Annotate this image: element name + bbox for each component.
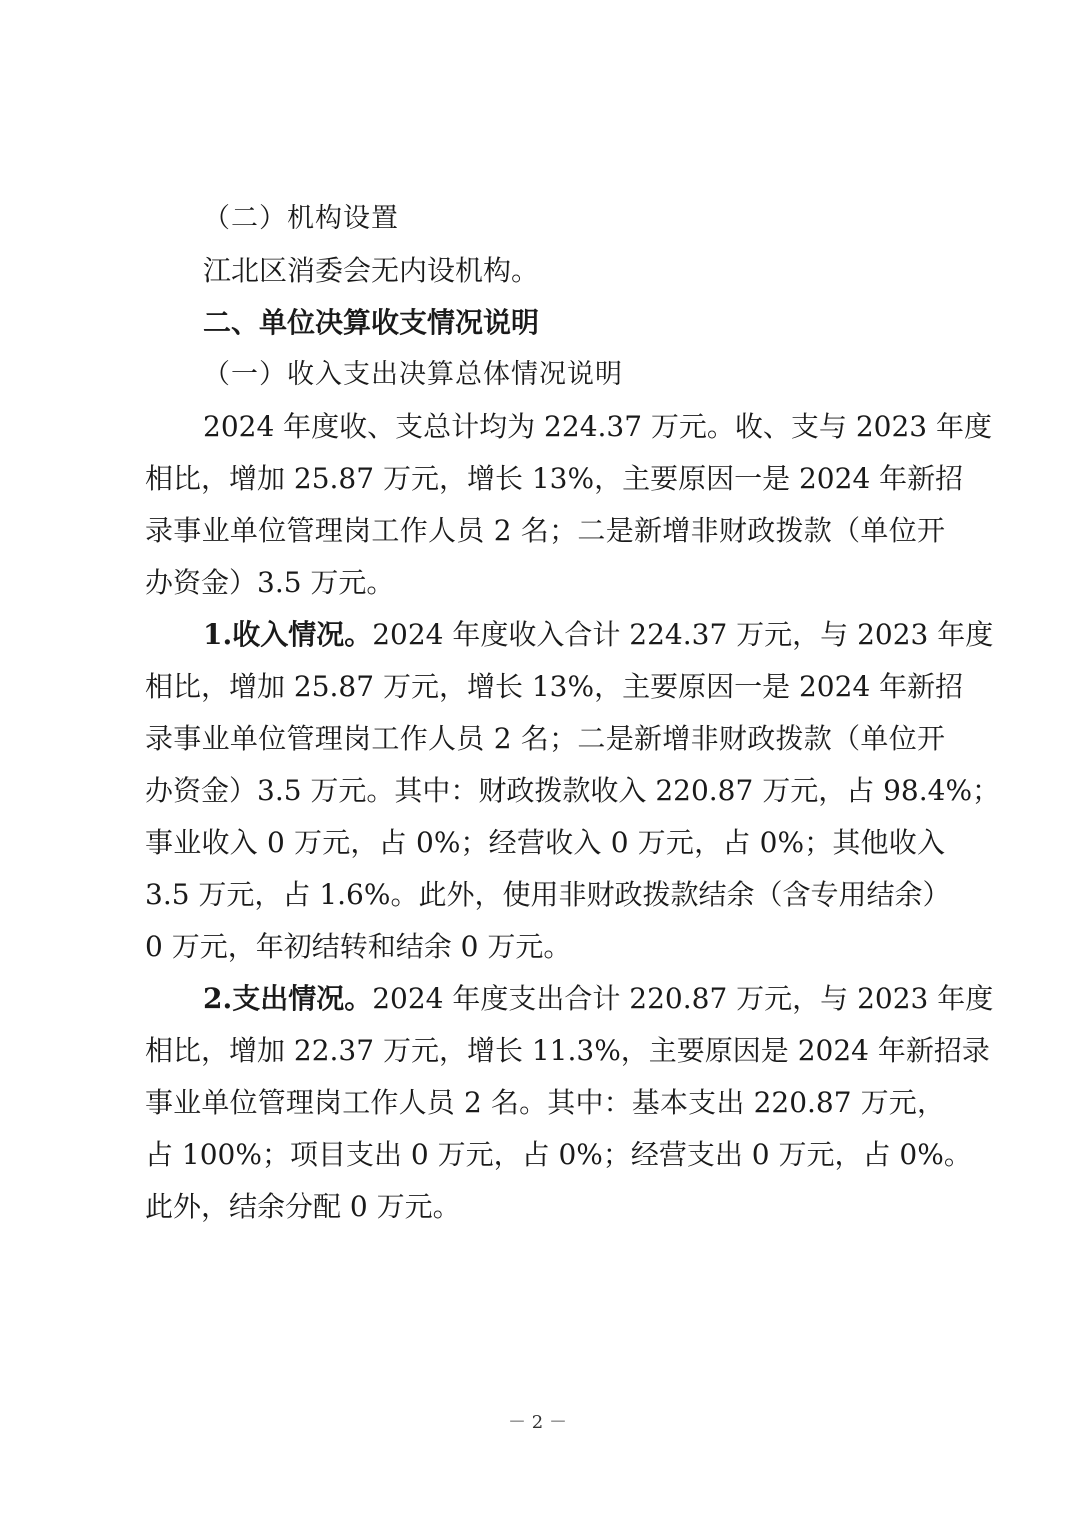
- income-paragraph: [145, 609, 1001, 973]
- section-heading-overview: （一）收入支出决算总体情况说明: [203, 359, 623, 390]
- paragraph-line: 相比，增加 25.87 万元，增长 13%，主要原因一是 2024 年新招: [145, 462, 964, 495]
- paragraph-line: 录事业单位管理岗工作人员 2 名；二是新增非财政拨款（单位开: [145, 722, 945, 755]
- paragraph-line: 事业单位管理岗工作人员 2 名。其中：基本支出 220.87 万元，: [145, 1086, 945, 1119]
- paragraph-line: 0 万元，年初结转和结余 0 万元。: [145, 930, 572, 963]
- paragraph-line: 3.5 万元，占 1.6%。此外，使用非财政拨款结余（含专用结余）: [145, 878, 951, 911]
- income-label: 1.收入情况。: [203, 618, 373, 651]
- document-body: [145, 193, 1001, 1233]
- paragraph-line: 相比，增加 22.37 万元，增长 11.3%，主要原因是 2024 年新招录: [145, 1034, 990, 1067]
- org-paragraph: 江北区消委会无内设机构。: [203, 254, 540, 287]
- paragraph-line: 办资金）3.5 万元。: [145, 566, 395, 599]
- paragraph-line: 2024 年度收、支总计均为 224.37 万元。收、支与 2023 年度: [203, 410, 992, 443]
- paragraph-line: 此外，结余分配 0 万元。: [145, 1190, 461, 1223]
- expense-label: 2.支出情况。: [203, 982, 373, 1015]
- paragraph-line: 相比，增加 25.87 万元，增长 13%，主要原因一是 2024 年新招: [145, 670, 964, 703]
- overview-paragraph: [145, 401, 992, 609]
- expense-paragraph: [145, 973, 994, 1233]
- paragraph-line: [145, 609, 994, 661]
- paragraph-line: 占 100%；项目支出 0 万元，占 0%；经营支出 0 万元，占 0%。: [145, 1138, 972, 1171]
- section-heading-main: 二、单位决算收支情况说明: [203, 306, 540, 339]
- income-first-line: 2024 年度收入合计 224.37 万元，与 2023 年度: [372, 618, 994, 651]
- expense-first-line: 2024 年度支出合计 220.87 万元，与 2023 年度: [372, 982, 994, 1015]
- paragraph-line: [145, 973, 994, 1025]
- paragraph-line: 办资金）3.5 万元。其中：财政拨款收入 220.87 万元，占 98.4%；: [145, 774, 1001, 807]
- paragraph-line: 事业收入 0 万元，占 0%；经营收入 0 万元，占 0%；其他收入: [145, 826, 945, 859]
- page-number: － 2 －: [508, 1412, 567, 1433]
- paragraph-line: 录事业单位管理岗工作人员 2 名；二是新增非财政拨款（单位开: [145, 514, 945, 547]
- section-heading-org: （二）机构设置: [203, 203, 399, 234]
